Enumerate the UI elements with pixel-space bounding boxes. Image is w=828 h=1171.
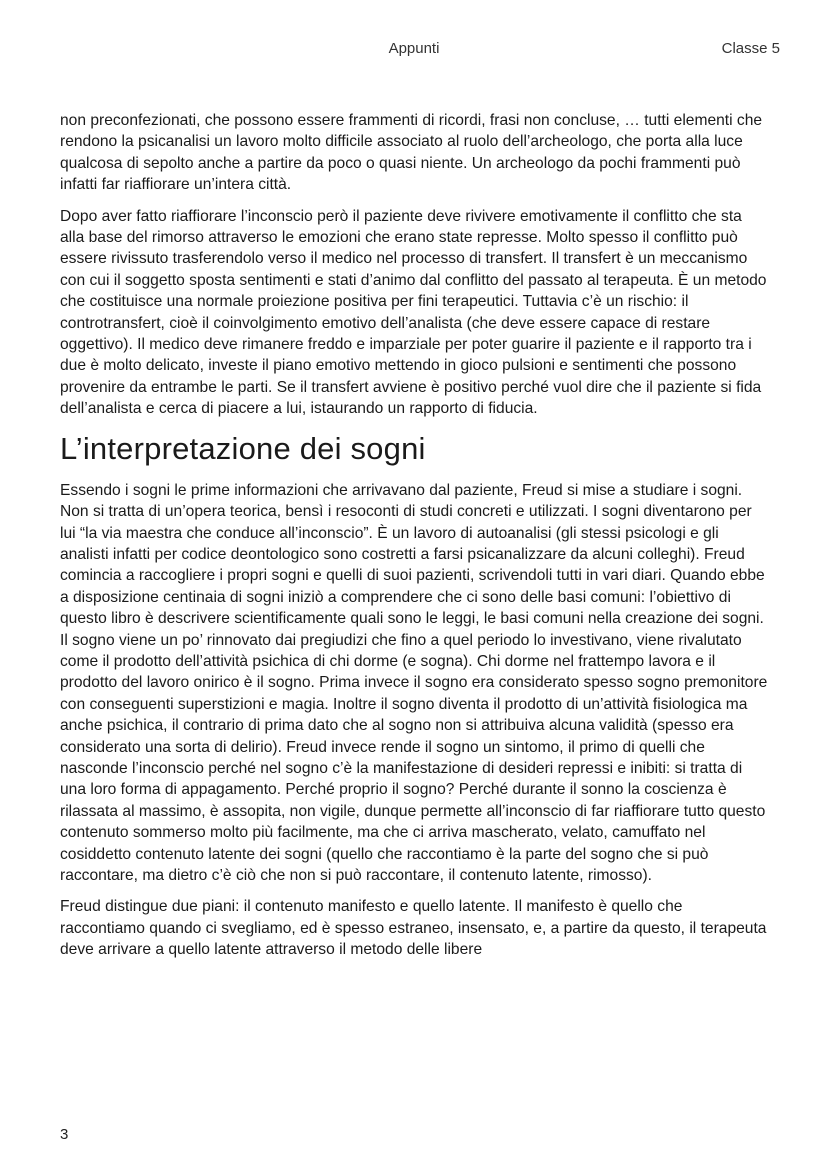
section-heading: L’interpretazione dei sogni: [60, 430, 426, 466]
paragraph-3: Essendo i sogni le prime informazioni che arrivavano dal paziente, Freud si mise a studiare i sogni. Non si tratta di un’opera teorica, bensì i resoconti di studi concreti e utilizzati. I sogni diventarono per lui “la via maestra che conduce all’inconscio”. È un lavoro di autoanalisi (gli stessi psicologi e gli analisti infatti per codice deontologico sono costretti a farsi psicanalizzare da alcuni colleghi). Freud comincia a raccogliere i propri sogni e quelli di suoi pazienti, scrivendoli tutti in vari diari. Quando ebbe a disposizione centinaia di sogni iniziò a comprendere che ci sono delle basi comuni: l’obiettivo di questo libro è descrivere scientificamente quali sono le leggi, le basi comuni nella creazione dei sogni. Il sogno viene un po’ rinnovato dai pregiudizi che fino a quel periodo lo investivano, viene rivalutato come il prodotto dell’attività psichica di chi dorme (e sogna). Chi dorme nel frattempo lavora e il prodotto del lavoro onirico è il sogno. Prima invece il sogno era considerato spesso sogno premonitore con conseguenti superstizioni e magia. Inoltre il sogno diventa il prodotto di un’attività fisiologica ma anche psichica, il contrario di prima dato che al sogno non si attribuiva alcuna validità (spesso era considerato una sorta di delirio). Freud invece rende il sogno un sintomo, il primo di quelli che nasconde l’inconscio perché nel sogno c’è la manifestazione di desideri repressi e inibiti: si tratta di una loro forma di appagamento. Perché proprio il sogno? Perché durante il sonno la coscienza è rilassata al massimo, è assopita, non vigile, dunque permette all’inconscio di far riaffiorare tutto questo contenuto sommerso molto più facilmente, ma che ci arriva mascherato, velato, camuffato nel cosiddetto contenuto latente dei sogni (quello che raccontiamo è la parte del sogno che si può raccontare, ma dietro c’è ciò che non si può raccontare, il contenuto latente, rimosso).: [60, 481, 768, 884]
document-body: [60, 110, 770, 971]
paragraph-2: Dopo aver fatto riaffiorare l’inconscio però il paziente deve rivivere emotivamente il conflitto che sta alla base del rimorso attraverso le emozioni che erano state represse. Molto spesso il conflitto può essere rivissuto trasferendolo verso il medico nel processo di transfert. Il transfert è un meccanismo con cui il soggetto sposta sentimenti e stati d’animo dal conflitto del passato al terapeuta. È un metodo che costituisce una normale proiezione positiva per fini terapeutici. Tuttavia c’è un rischio: il controtransfert, cioè il coinvolgimento emotivo dell’analista (che deve essere capace di restare oggettivo). Il medico deve rimanere freddo e imparziale per poter guarire il paziente e il rapporto tra i due è molto delicato, investe il piano emotivo mettendo in gioco pulsioni e sentimenti che possono provenire da entrambe le parti. Se il transfert avviene è positivo perché vuol dire che il paziente si fida dell’analista e cerca di piacere a lui, istaurando un rapporto di fiducia.: [60, 207, 767, 418]
page-number: 3: [60, 1126, 69, 1143]
header-class-label: Classe 5: [721, 40, 780, 57]
paragraph-4: Freud distingue due piani: il contenuto manifesto e quello latente. Il manifesto è quello che raccontiamo quando ci svegliamo, ed è spesso estraneo, insensato, e, a partire da questo, il terapeuta deve arrivare a quello latente attraverso il metodo delle libere: [60, 898, 767, 959]
paragraph-1: non preconfezionati, che possono essere frammenti di ricordi, frasi non concluse, … tutti elementi che rendono la psicanalisi un lavoro molto difficile associato al ruolo dell’archeologo, che porta alla luce qualcosa di sepolto anche a partire da poco o quasi niente. Un archeologo da pochi frammenti può infatti far riaffiorare un’intera città.: [60, 112, 763, 194]
header-title: Appunti: [388, 40, 440, 57]
